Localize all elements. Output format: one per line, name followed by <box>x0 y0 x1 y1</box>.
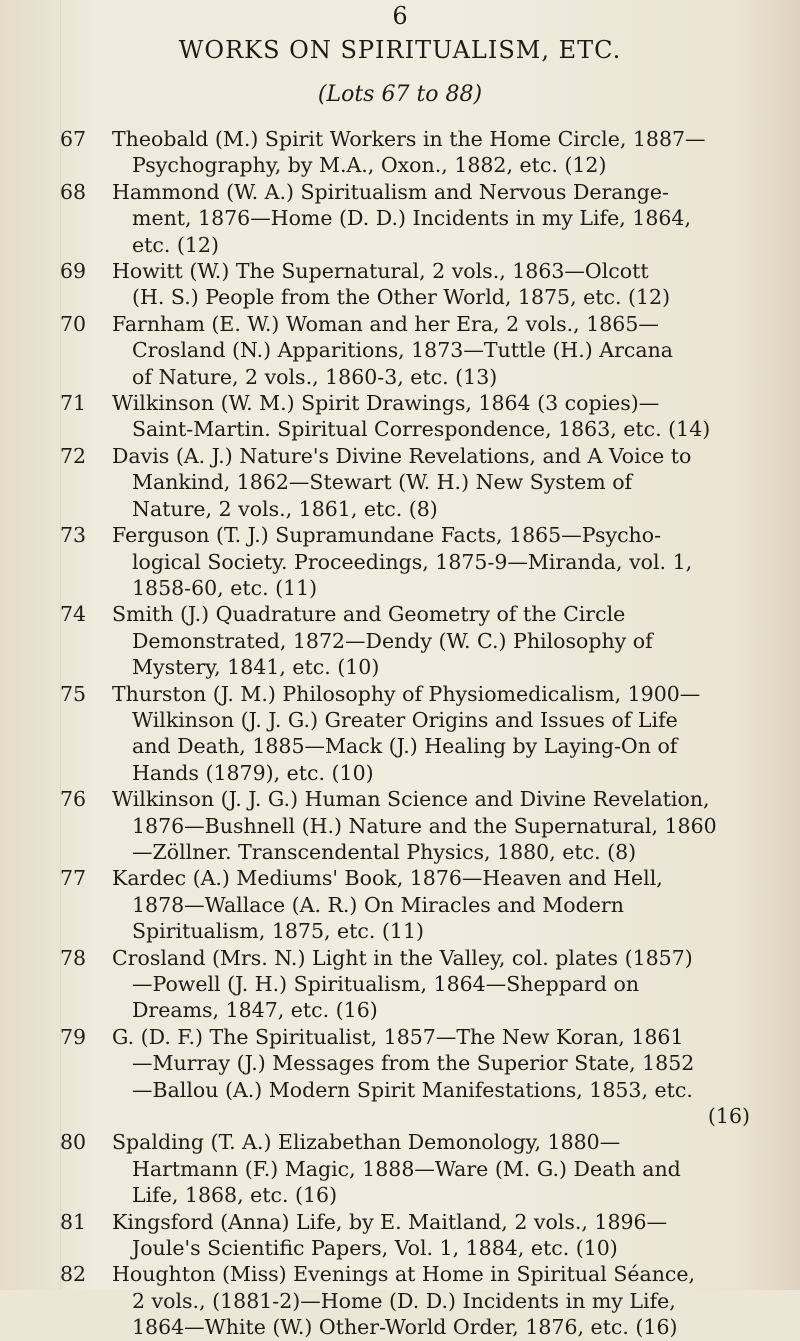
lot-line: 1864—White (W.) Other-World Order, 1876, etc. (16) <box>132 1315 678 1340</box>
page-number: 6 <box>392 2 408 30</box>
lot-line: Mankind, 1862—Stewart (W. H.) New System of <box>132 470 633 495</box>
lot-number: 82 <box>60 1262 87 1287</box>
lot-line: of Nature, 2 vols., 1860-3, etc. (13) <box>132 364 498 389</box>
lot-line: Wilkinson (J. J. G.) Human Science and Divine Revelation, <box>112 787 710 812</box>
lot-line: Saint-Martin. Spiritual Correspondence, 1863, etc. (14) <box>132 417 711 442</box>
lot-line: logical Society. Proceedings, 1875-9—Miranda, vol. 1, <box>132 549 693 574</box>
lot-line: Smith (J.) Quadrature and Geometry of the Circle <box>112 602 626 627</box>
lot-description <box>112 945 750 1024</box>
lot-line: Houghton (Miss) Evenings at Home in Spiritual Séance, <box>112 1262 696 1287</box>
lots-range: (Lots 67 to 88) <box>317 82 483 107</box>
lot-description <box>112 390 750 443</box>
lot-entry <box>60 522 750 601</box>
lot-description <box>112 311 750 390</box>
lot-number: 73 <box>60 523 87 548</box>
lot-line: 2 vols., (1881-2)—Home (D. D.) Incidents in my Life, <box>132 1288 676 1313</box>
lot-description <box>112 443 750 522</box>
lot-description <box>112 522 750 601</box>
lot-entry <box>60 311 750 390</box>
lot-number: 70 <box>60 311 87 336</box>
lot-number: 75 <box>60 681 87 706</box>
lot-line: (16) <box>707 1104 750 1129</box>
lot-line: Life, 1868, etc. (16) <box>132 1183 338 1208</box>
lot-line: 1878—Wallace (A. R.) On Miracles and Modern <box>132 892 624 917</box>
lot-number: 76 <box>60 787 87 812</box>
lot-line: Thurston (J. M.) Philosophy of Physiomedicalism, 1900— <box>112 681 701 706</box>
lot-line: Theobald (M.) Spirit Workers in the Home Circle, 1887— <box>112 127 706 151</box>
lot-line: Wilkinson (W. M.) Spirit Drawings, 1864 (3 copies)— <box>112 391 660 416</box>
lot-line: Psychography, by M.A., Oxon., 1882, etc. (12) <box>132 153 607 178</box>
lot-line: and Death, 1885—Mack (J.) Healing by Laying-On of <box>132 734 678 759</box>
lot-number: 68 <box>60 179 87 204</box>
lot-number: 69 <box>60 259 87 284</box>
lot-entry <box>60 786 750 865</box>
lot-number: 74 <box>60 602 87 627</box>
lot-line: Wilkinson (J. J. G.) Greater Origins and Issues of Life <box>132 707 678 732</box>
lot-line: Hands (1879), etc. (10) <box>132 760 374 785</box>
lot-line: Nature, 2 vols., 1861, etc. (8) <box>132 496 438 521</box>
lot-line: Joule's Scientific Papers, Vol. 1, 1884, etc. (10) <box>132 1236 618 1261</box>
lot-entry <box>60 1129 750 1208</box>
lot-description <box>112 258 750 311</box>
lot-list <box>60 126 750 1341</box>
lot-line: Spalding (T. A.) Elizabethan Demonology, 1880— <box>112 1130 621 1155</box>
lot-entry <box>60 681 750 787</box>
lot-line: Howitt (W.) The Supernatural, 2 vols., 1863—Olcott <box>112 259 649 284</box>
lot-line: Spiritualism, 1875, etc. (11) <box>132 919 425 944</box>
lot-description <box>112 601 750 680</box>
lot-number: 78 <box>60 945 87 970</box>
lot-line: Crosland (N.) Apparitions, 1873—Tuttle (H.) Arcana <box>132 338 674 363</box>
lot-description <box>112 786 750 865</box>
lot-line: Ferguson (T. J.) Supramundane Facts, 1865—Psycho- <box>112 523 662 548</box>
lot-entry <box>60 1024 750 1130</box>
lot-line: 1876—Bushnell (H.) Nature and the Supernatural, 1860 <box>132 813 717 838</box>
lot-number: 79 <box>60 1024 87 1049</box>
page-header: WORKS ON SPIRITUALISM, ETC. <box>178 36 622 64</box>
lot-entry <box>60 179 750 258</box>
lot-line: (H. S.) People from the Other World, 1875, etc. (12) <box>132 285 671 310</box>
lot-description <box>112 1024 750 1130</box>
lot-entry <box>60 1209 750 1262</box>
lot-entry <box>60 945 750 1024</box>
lot-line: Demonstrated, 1872—Dendy (W. C.) Philosophy of <box>132 628 653 653</box>
lot-description <box>112 1261 750 1340</box>
lot-number: 81 <box>60 1209 87 1234</box>
lot-number: 80 <box>60 1130 87 1155</box>
lot-entry <box>60 258 750 311</box>
lot-line: Mystery, 1841, etc. (10) <box>132 655 380 680</box>
lot-entry <box>60 865 750 944</box>
lot-line: Kardec (A.) Mediums' Book, 1876—Heaven and Hell, <box>112 866 663 891</box>
lot-number: 72 <box>60 443 87 468</box>
lot-description <box>112 1129 750 1208</box>
lot-line: Kingsford (Anna) Life, by E. Maitland, 2 vols., 1896— <box>112 1209 668 1234</box>
lot-description <box>112 179 750 258</box>
lot-entry <box>60 443 750 522</box>
lot-line: Dreams, 1847, etc. (16) <box>132 998 378 1023</box>
lot-description <box>112 681 750 787</box>
lot-number: 71 <box>60 391 87 416</box>
margin-annotations <box>0 0 61 1290</box>
lot-line: etc. (12) <box>132 232 219 257</box>
lot-line: G. (D. F.) The Spiritualist, 1857—The New Koran, 1861 <box>112 1024 684 1049</box>
lot-line: Hartmann (F.) Magic, 1888—Ware (M. G.) Death and <box>132 1156 681 1181</box>
lot-entry <box>60 1261 750 1340</box>
lot-entry <box>60 601 750 680</box>
lot-entry <box>60 126 750 179</box>
lot-line: Hammond (W. A.) Spiritualism and Nervous Derange- <box>112 179 669 204</box>
lot-line: —Powell (J. H.) Spiritualism, 1864—Sheppard on <box>132 972 640 996</box>
lot-line: 1858-60, etc. (11) <box>132 575 318 600</box>
lot-line: —Ballou (A.) Modern Spirit Manifestations, 1853, etc. <box>132 1077 693 1102</box>
lot-number: 77 <box>60 866 87 891</box>
lot-description <box>112 865 750 944</box>
lot-entry <box>60 390 750 443</box>
lot-line: Davis (A. J.) Nature's Divine Revelations, and A Voice to <box>112 443 692 468</box>
lot-line: —Murray (J.) Messages from the Superior State, 1852 <box>132 1051 695 1076</box>
lot-line: —Zöllner. Transcendental Physics, 1880, etc. (8) <box>132 839 637 864</box>
lot-line: ment, 1876—Home (D. D.) Incidents in my Life, 1864, <box>132 206 691 231</box>
lot-description <box>112 1209 750 1262</box>
lot-number: 67 <box>60 127 87 151</box>
lot-description <box>112 126 750 179</box>
lot-line: Crosland (Mrs. N.) Light in the Valley, col. plates (1857) <box>112 945 693 970</box>
lot-line: Farnham (E. W.) Woman and her Era, 2 vols., 1865— <box>112 311 659 336</box>
